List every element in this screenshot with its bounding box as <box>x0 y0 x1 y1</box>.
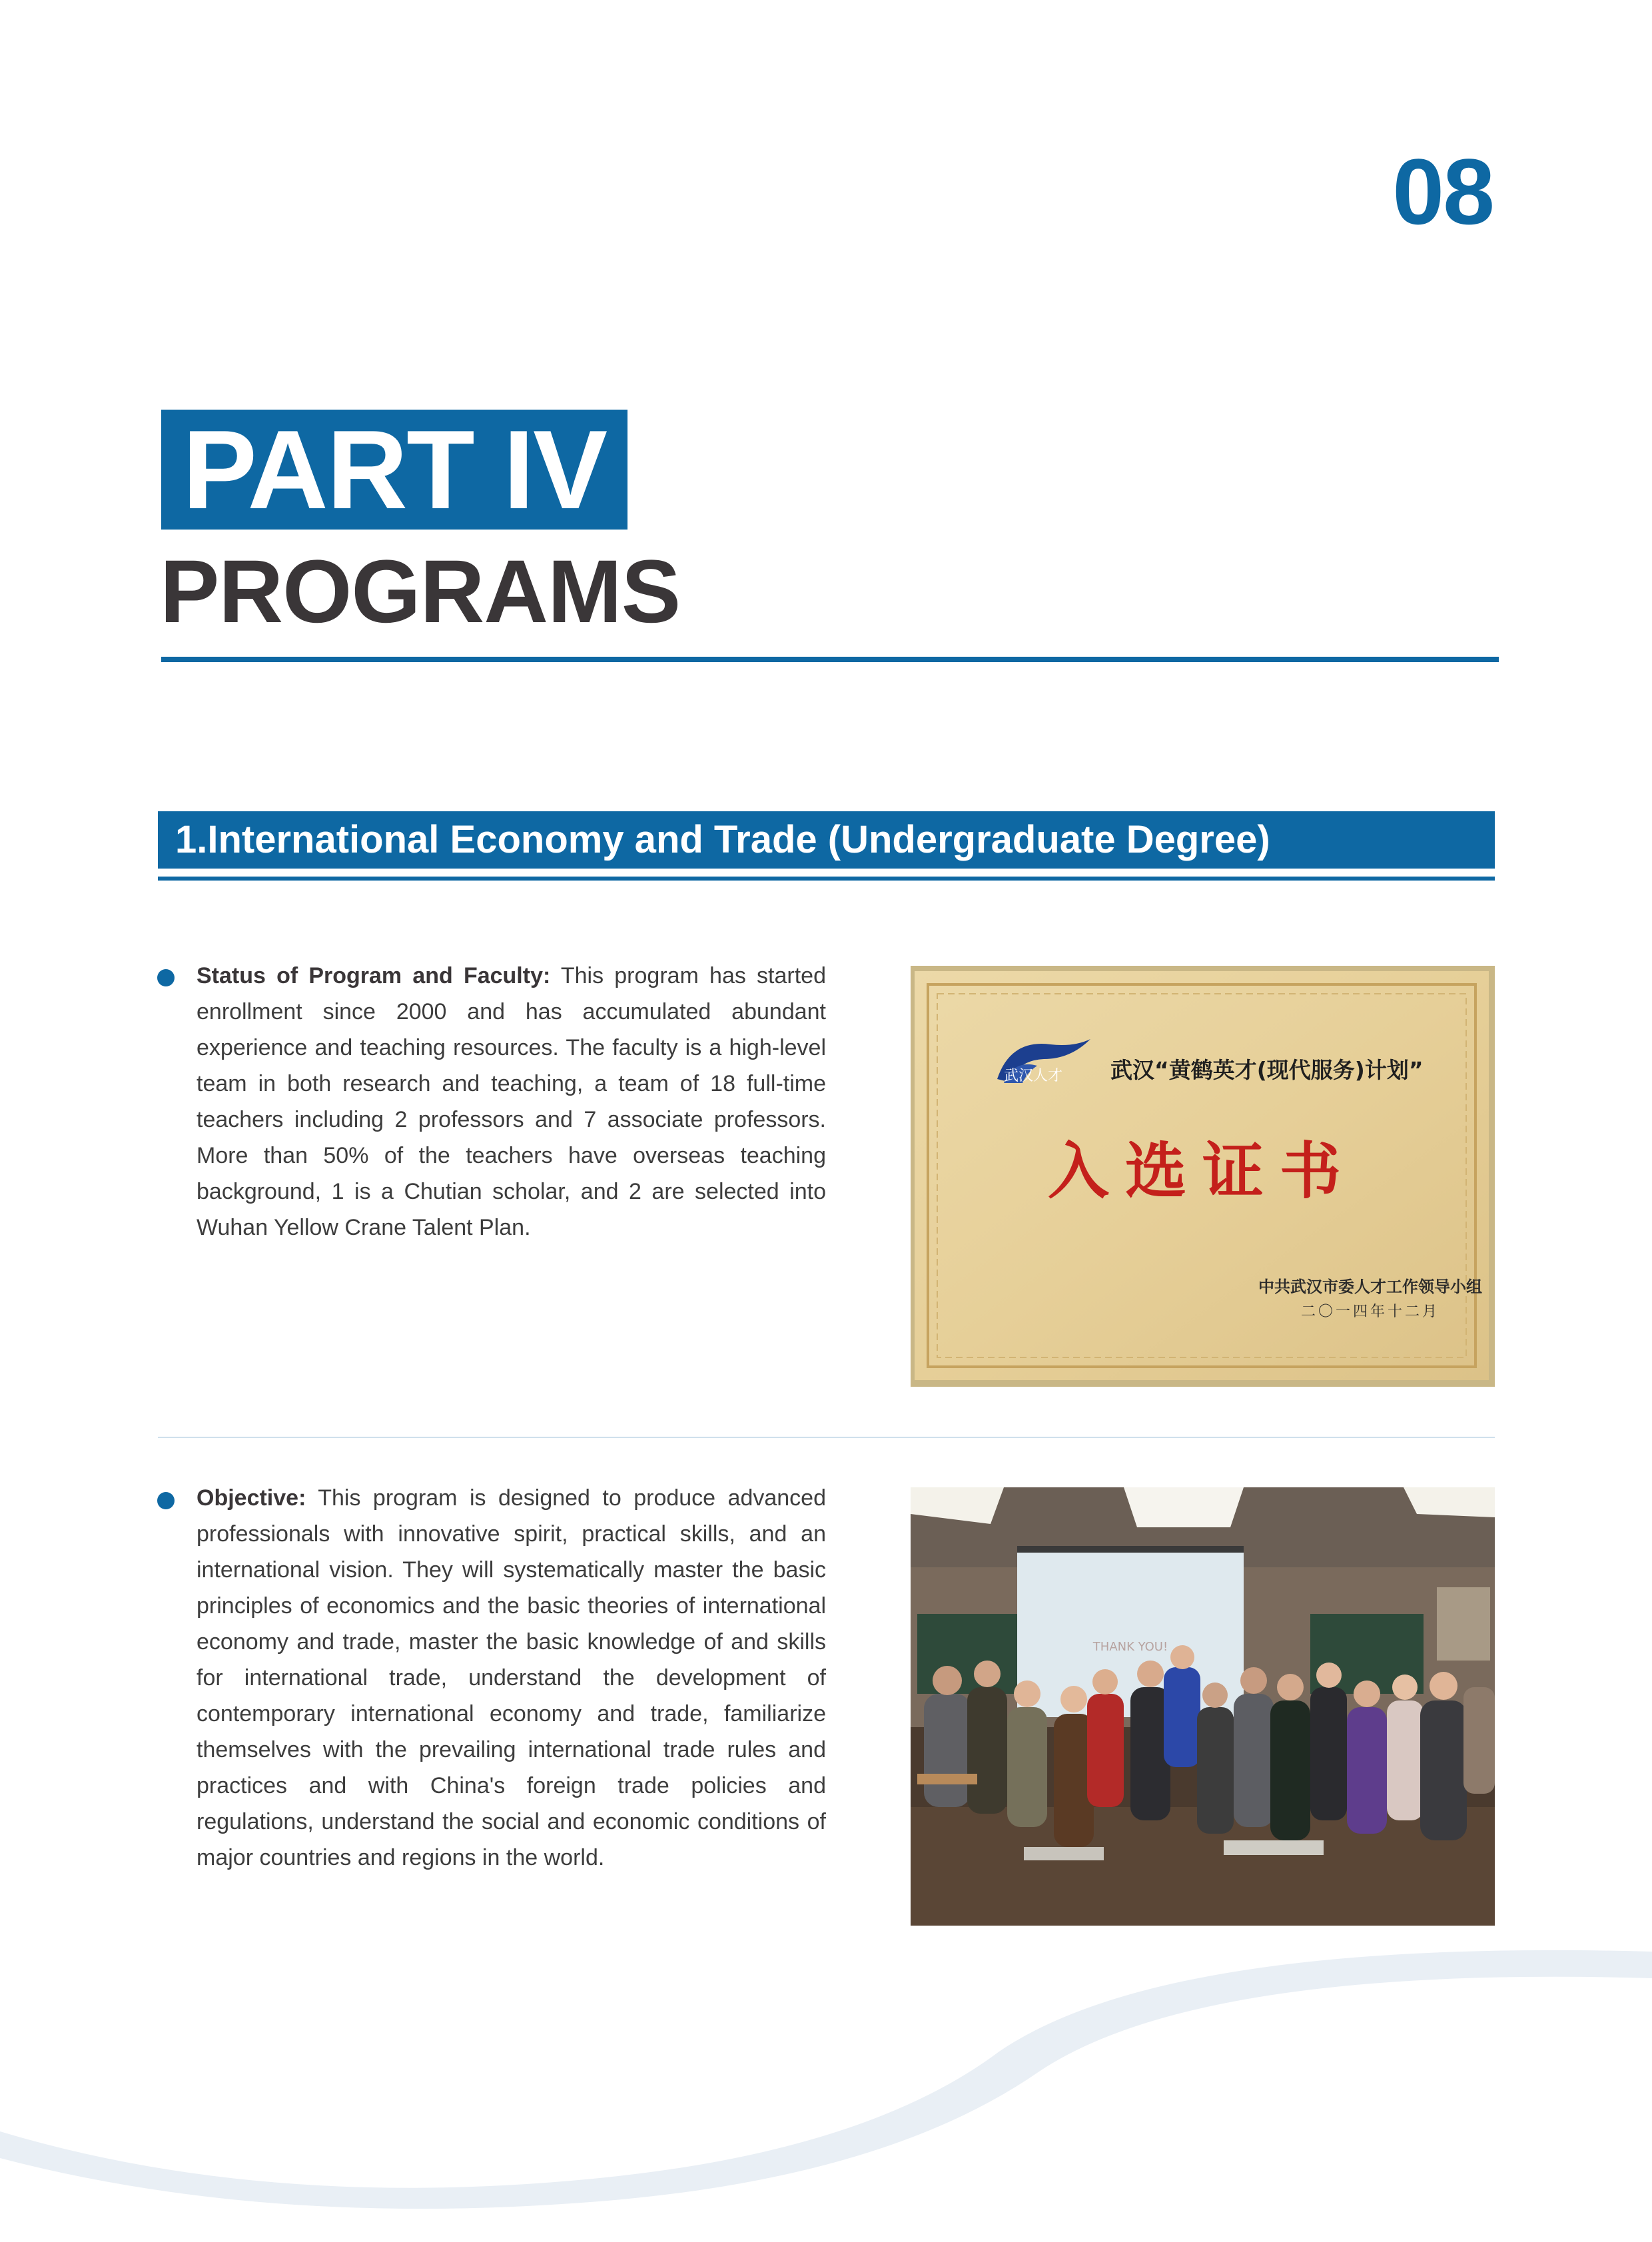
part-label: PART IV <box>161 410 627 530</box>
page-title: PROGRAMS <box>160 542 681 641</box>
section-underline <box>158 877 1495 881</box>
certificate-photo <box>911 966 1495 1387</box>
cert-title: 入选证书 <box>1047 1135 1358 1207</box>
cert-date: 二〇一四年十二月 <box>1300 1304 1440 1320</box>
certificate-image <box>911 966 1495 1387</box>
faculty-paragraph <box>197 958 826 1246</box>
section-divider <box>158 1437 1495 1438</box>
cert-issuer: 中共武汉市委人才工作领导小组 <box>1258 1278 1482 1296</box>
objective-text: This program is designed to produce advanced professionals with innovative spirit, practical skills, and an international vision. They will systematically master the basic principles of economics and the basic theories of international economy and trade, master the basic knowledge of and skills for international trade, understand the development of contemporary international economy and trade, familiarize themselves with the prevailing international trade rules and practices and with China's foreign trade policies and regulations, understand the social and economic conditions of major countries and regions in the world. <box>197 1485 826 1870</box>
bullet-icon <box>157 1492 175 1509</box>
faculty-label: Status of Program and Faculty: <box>197 963 551 988</box>
classroom-image <box>911 1487 1495 1926</box>
bullet-icon <box>157 969 175 986</box>
classroom-photo <box>911 1487 1495 1926</box>
page-number: 08 <box>1392 139 1493 244</box>
cert-logo-text: 武汉人才 <box>1004 1068 1063 1084</box>
decorative-wave <box>0 1898 1652 2242</box>
cert-program-line: 武汉“黄鹤英才(现代服务)计划” <box>1110 1057 1424 1083</box>
title-rule <box>161 657 1499 662</box>
section-heading: 1.International Economy and Trade (Undergraduate Degree) <box>158 811 1495 869</box>
screen-text: THANK YOU! <box>1092 1640 1168 1654</box>
faculty-text: This program has started enrollment since 2000 and has accumulated abundant experience and teaching resources. The faculty is a high-level team in both research and teaching, a team of 18 full-time teachers including 2 professors and 7 associate professors. More than 50% of the teachers have overseas teaching background, 1 is a Chutian scholar, and 2 are selected into Wuhan Yellow Crane Talent Plan. <box>197 963 826 1240</box>
objective-paragraph <box>197 1480 826 1876</box>
objective-label: Objective: <box>197 1485 306 1511</box>
